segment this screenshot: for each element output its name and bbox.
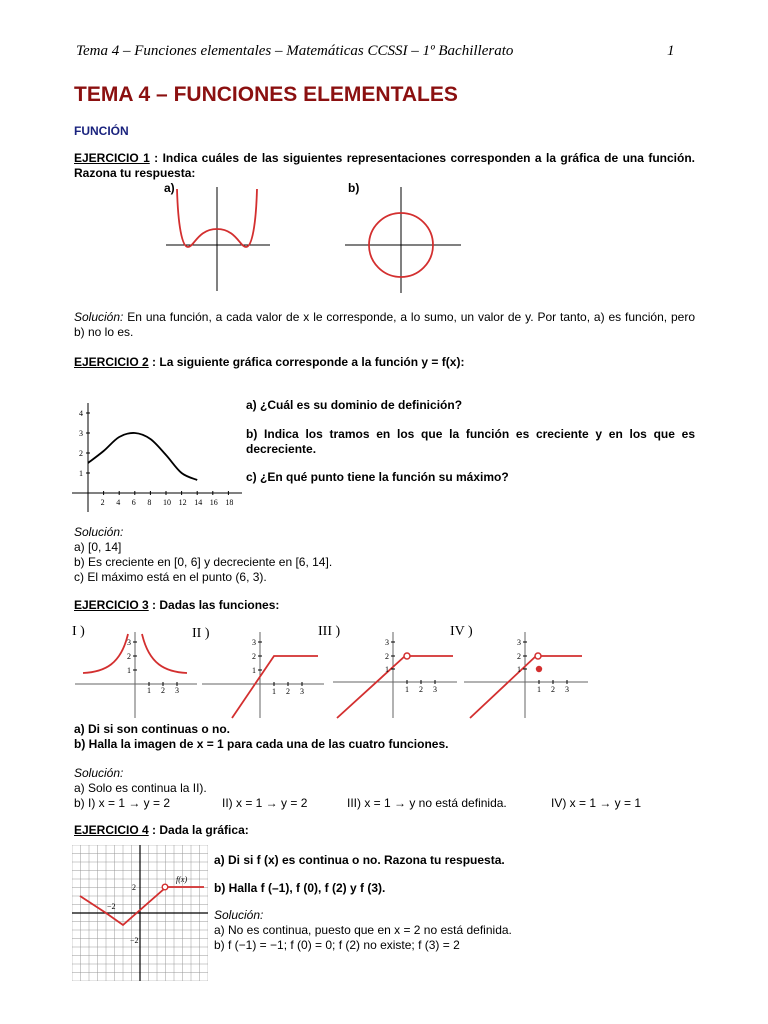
ej4-x-tick-neg2: −2 [107, 902, 116, 911]
ej4-solution [214, 908, 512, 953]
ej2-y-tick-label: 2 [79, 449, 83, 458]
graph-ii-x-tick-2: 2 [286, 687, 290, 696]
graph-ii-x-tick-3: 3 [300, 687, 304, 696]
ej3-solution-label: Solución: [74, 766, 124, 780]
graph-ii-y-tick-1: 1 [252, 666, 256, 675]
ej2-statement [74, 355, 464, 370]
ej4-solution-b: b) f (−1) = −1; f (0) = 0; f (2) no existe; f (3) = 2 [214, 938, 460, 952]
ej2-x-tick-label: 6 [131, 498, 136, 507]
ej3-solution-b-1: b) I) x = 1 → y = 2 [74, 796, 171, 810]
ej4-solution-a: a) No es continua, puesto que en x = 2 no está definida. [214, 923, 512, 937]
graph-iv-y-tick-3: 3 [517, 638, 521, 647]
ej2-x-tick-label: 14 [194, 498, 203, 507]
graph-iii-y-tick-1: 1 [385, 665, 389, 674]
graph-i-y-tick-1: 1 [127, 666, 131, 675]
graph-iii-y-tick-2: 2 [385, 652, 389, 661]
page-title: TEMA 4 – FUNCIONES ELEMENTALES [74, 83, 458, 106]
ej4-text: : Dada la gráfica: [148, 823, 249, 837]
graph-iii-open-point [404, 653, 410, 659]
ej2-x-tick-label: 2 [100, 498, 105, 507]
ej2-label: EJERCICIO 2 [74, 355, 149, 369]
ej3-graph-iv-label: IV ) [450, 624, 473, 639]
graph-ii-y-tick-2: 2 [252, 652, 256, 661]
graph-i-x-tick-1: 1 [147, 686, 151, 695]
ej3-statement [74, 598, 279, 613]
graph-iv-y-tick-1: 1 [517, 665, 521, 674]
ej3-solution [74, 766, 694, 796]
ej3-question-b: b) Halla la imagen de x = 1 para cada una de las cuatro funciones. [74, 737, 449, 751]
page-number: 1 [667, 43, 675, 59]
graph-i-right-branch [142, 634, 187, 673]
ej4-graph [72, 845, 208, 981]
ej2-x-tick-label: 8 [147, 498, 152, 507]
ej1-solution [74, 310, 695, 340]
graph-iii-x-tick-1: 1 [405, 685, 409, 694]
ej3-solution-b-3: III) x = 1 → y no está definida. [347, 796, 507, 810]
ej2-solution [74, 525, 332, 585]
ej4-question-b: b) Halla f (–1), f (0), f (2) y f (3). [214, 881, 386, 895]
graph-i-x-tick-2: 2 [161, 686, 165, 695]
ej3-graph-i [75, 630, 197, 720]
ej3-text: : Dadas las funciones: [148, 598, 280, 612]
ej2-text: : La siguiente gráfica corresponde a la función y = f(x): [148, 355, 465, 369]
ej3-graph-i-label: I ) [72, 624, 85, 639]
ej2-x-tick-label: 16 [209, 498, 218, 507]
graph-iv-filled-point [536, 666, 542, 672]
ej3-graph-iii-label: III ) [318, 624, 341, 639]
ej3-label: EJERCICIO 3 [74, 598, 149, 612]
ej2-solution-c: c) El máximo está en el punto (6, 3). [74, 570, 267, 584]
ej2-solution-a: a) [0, 14] [74, 540, 122, 554]
ej2-y-tick-label: 1 [79, 469, 83, 478]
ej2-question-c: c) ¿En qué punto tiene la función su máximo? [246, 470, 509, 484]
ej1-graph-a [158, 185, 278, 295]
graph-iv-open-point [535, 653, 541, 659]
graph-i-x-tick-3: 3 [175, 686, 179, 695]
ej3-graph-iii [333, 630, 457, 720]
ej4-label: EJERCICIO 4 [74, 823, 149, 837]
ej2-x-tick-label: 18 [225, 498, 234, 507]
ej2-y-tick-label: 3 [79, 429, 83, 438]
ej3-graph-iv [464, 630, 588, 720]
ej2-x-tick-label: 12 [178, 498, 187, 507]
ej3-questions [74, 722, 448, 752]
ej3-solution-a: a) Solo es continua la II). [74, 781, 207, 795]
graph-ii-y-tick-3: 3 [252, 638, 256, 647]
ej3-solution-b-2: II) x = 1 → y = 2 [222, 796, 308, 810]
graph-i-left-branch [83, 634, 128, 673]
graph-ii-x-tick-1: 1 [272, 687, 276, 696]
ej1-graph-b-label: b) [348, 181, 360, 195]
ej1-statement [74, 151, 695, 181]
ej1-graph-a-label: a) [164, 181, 175, 195]
ej2-curve [88, 433, 197, 480]
ej4-open-point [162, 884, 168, 890]
graph-iii-x-tick-3: 3 [433, 685, 437, 694]
ej2-solution-b: b) Es creciente en [0, 6] y decreciente en [6, 14]. [74, 555, 333, 569]
ej2-y-tick-label: 4 [79, 409, 83, 418]
ej2-graph [70, 378, 245, 518]
graph-iv-line-left [470, 656, 536, 718]
graph-iii-x-tick-2: 2 [419, 685, 423, 694]
graph-i-y-tick-2: 2 [127, 652, 131, 661]
graph-iv-x-tick-2: 2 [551, 685, 555, 694]
ej4-y-tick-2: 2 [132, 883, 136, 892]
graph-iv-x-tick-1: 1 [537, 685, 541, 694]
ej4-line-left [80, 889, 164, 925]
ej2-question-b: b) Indica los tramos en los que la función es creciente y en los que es decreciente. [246, 427, 695, 456]
ej2-solution-label: Solución: [74, 525, 124, 539]
ej3-question-a: a) Di si son continuas o no. [74, 722, 231, 736]
ej1-solution-text: En una función, a cada valor de x le corresponde, a lo sumo, un valor de y. Por tanto, a) es función, pero b) no lo es. [74, 310, 695, 339]
ej1-solution-label: Solución: [74, 310, 124, 324]
graph-iii-y-tick-3: 3 [385, 638, 389, 647]
ej1-label: EJERCICIO 1 [74, 151, 150, 165]
ej3-graph-ii [202, 630, 324, 720]
ej1-graph-b [343, 185, 463, 295]
ej1-text: : Indica cuáles de las siguientes representaciones corresponden a la gráfica de una función. Razona tu respuesta: [74, 151, 695, 180]
graph-iv-x-tick-3: 3 [565, 685, 569, 694]
ej2-question-a: a) ¿Cuál es su dominio de definición? [246, 398, 463, 412]
ej2-x-tick-label: 10 [163, 498, 171, 507]
ej4-solution-label: Solución: [214, 908, 264, 922]
graph-i-y-tick-3: 3 [127, 638, 131, 647]
ej4-statement [74, 823, 249, 838]
ej4-y-tick-neg2: −2 [130, 936, 139, 945]
section-heading: FUNCIÓN [74, 124, 129, 138]
ej3-graph-ii-label: II ) [192, 626, 210, 641]
running-header: Tema 4 – Funciones elementales – Matemáticas CCSSI – 1º Bachillerato [76, 43, 514, 59]
ej3-solution-b-4: IV) x = 1 → y = 1 [551, 796, 642, 810]
ej2-x-tick-label: 4 [116, 498, 121, 507]
ej4-question-a: a) Di si f (x) es continua o no. Razona tu respuesta. [214, 853, 505, 867]
ej4-graph-label: f(x) [176, 875, 188, 884]
graph-iv-y-tick-2: 2 [517, 652, 521, 661]
graph-iii-line-left [337, 656, 405, 718]
